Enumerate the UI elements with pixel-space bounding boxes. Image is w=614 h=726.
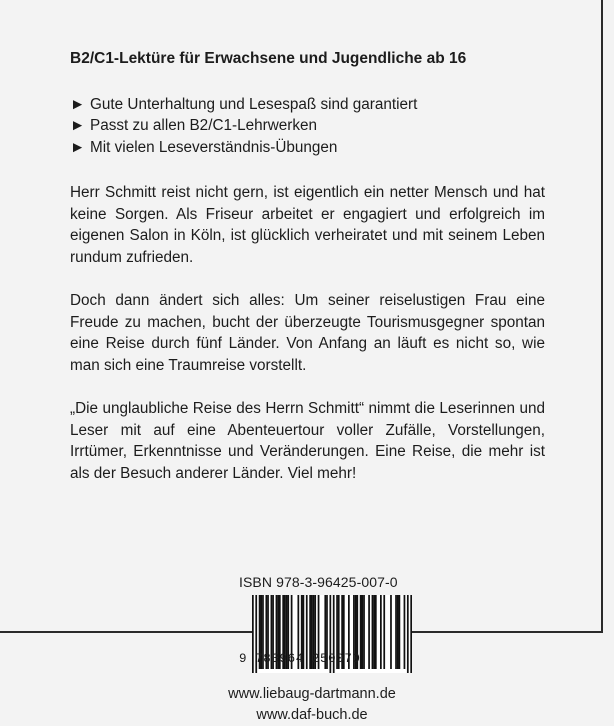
bullet-text: Mit vielen Leseverständnis-Übungen (90, 138, 338, 156)
list-item (70, 94, 545, 116)
list-item (70, 137, 545, 159)
paragraph-summary: „Die unglaubliche Reise des Herrn Schmitt“ nimmt die Leserinnen und Leser mit auf eine Abenteuertour voller Zufälle, Vorstellungen, Irrtümer, Erkenntnisse und Veränderungen. Eine Reise, die mehr ist als der Besuch anderer Länder. Viel mehr! (70, 400, 545, 482)
isbn-label: ISBN 978-3-96425-007-0 (239, 574, 398, 590)
arrow-icon: ► (70, 117, 86, 134)
barcode-digits: 9 783964 250070 (239, 652, 361, 666)
bullet-text: Passt zu allen B2/C1-Lehrwerken (90, 117, 318, 134)
arrow-icon: ► (70, 138, 86, 156)
bullet-text: Gute Unterhaltung und Lesespaß sind garantiert (90, 95, 418, 113)
paragraph-plot: Doch dann ändert sich alles: Um seiner reiselustigen Frau eine Freude zu machen, bucht der überzeugte Tourismusgegner spontan eine Reise durch fünf Länder. Von Anfang an läuft es nicht so, wie man sich eine Traumreise vorstellt. (70, 292, 545, 374)
text-content (70, 48, 545, 506)
arrow-icon: ► (70, 95, 86, 113)
heading: B2/C1-Lektüre für Erwachsene und Jugendliche ab 16 (70, 50, 467, 67)
isbn-block (239, 574, 439, 666)
list-item (70, 115, 545, 137)
paragraph-intro: Herr Schmitt reist nicht gern, ist eigentlich ein netter Mensch und hat keine Sorgen. Als Friseur arbeitet er engagiert und erfolgreich im eigenen Salon in Köln, ist glücklich verheiratet und mit seinem Leben rundum zufrieden. (70, 184, 545, 266)
url-publisher[interactable]: www.liebaug-dartmann.de (228, 686, 396, 702)
url-daf-buch[interactable]: www.daf-buch.de (256, 707, 368, 723)
feature-list (70, 94, 545, 159)
